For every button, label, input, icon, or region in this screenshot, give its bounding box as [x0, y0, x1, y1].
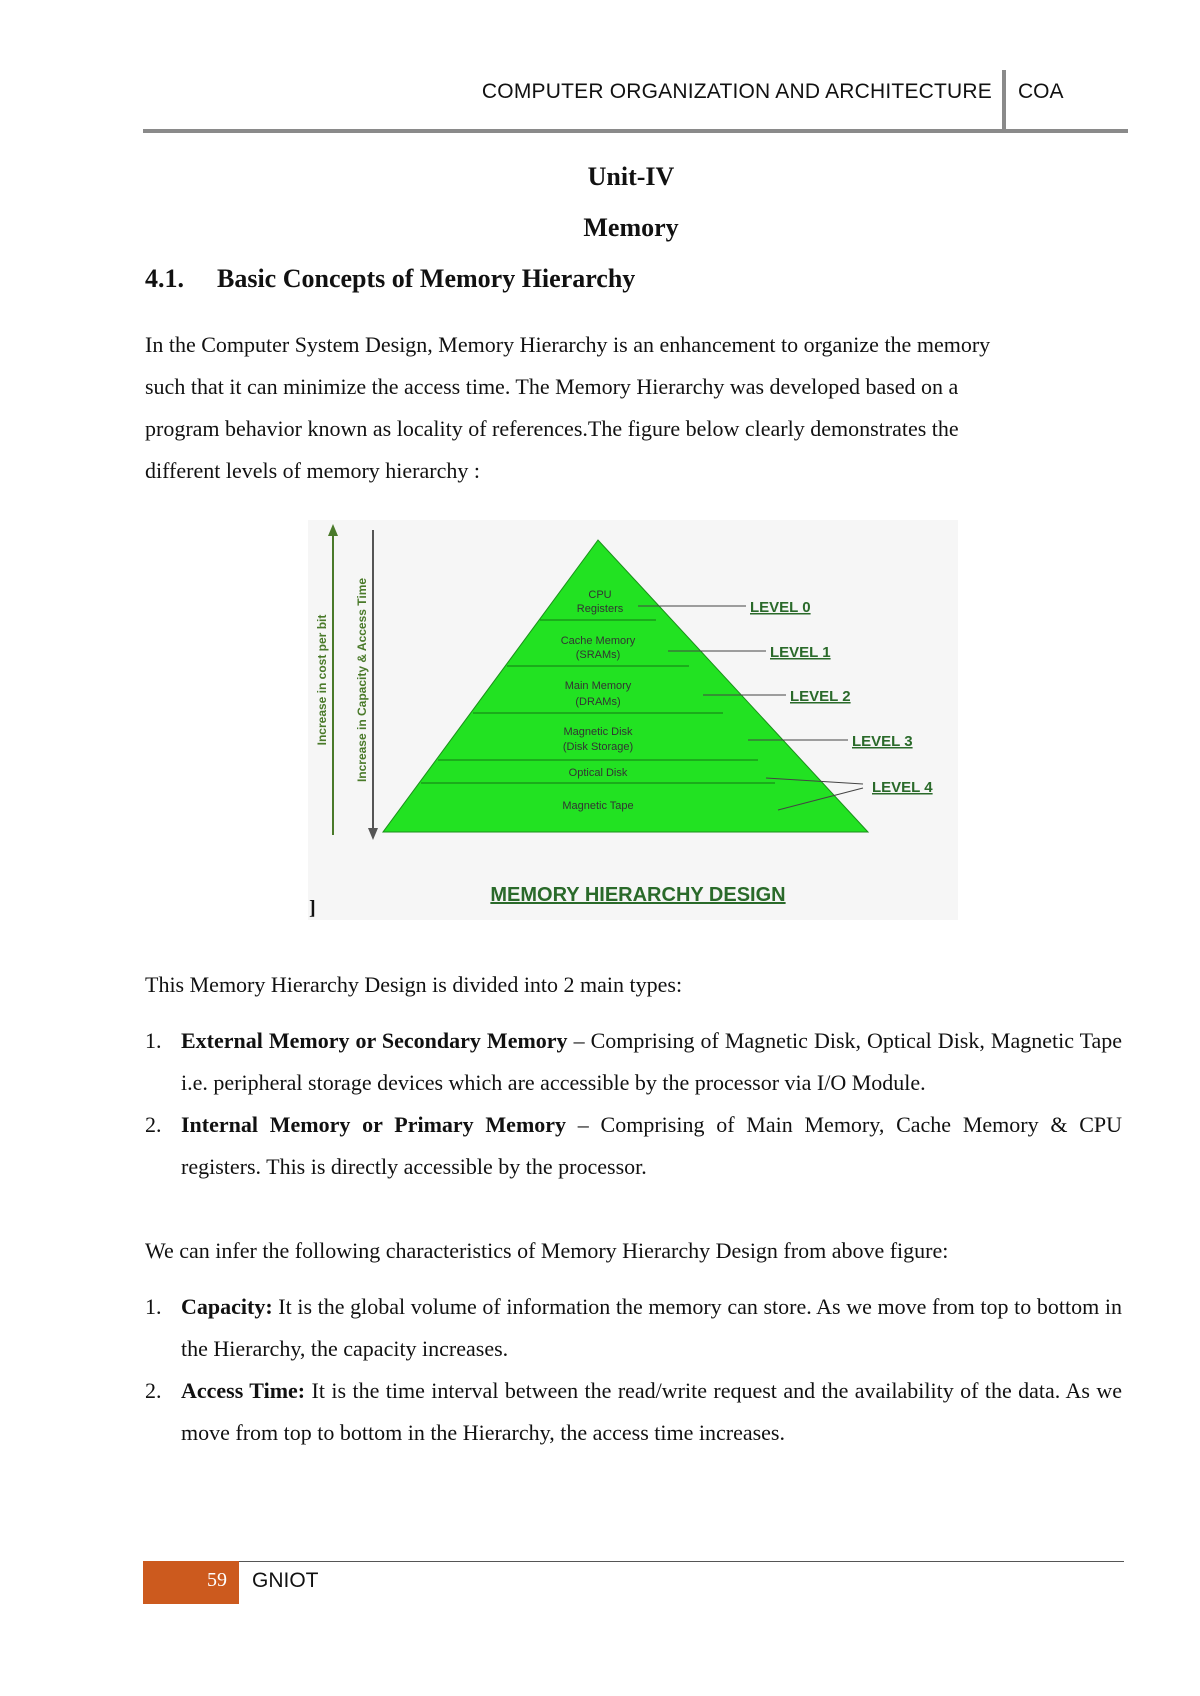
section-number: 4.1. [145, 264, 184, 293]
header-rule [143, 129, 1128, 133]
cost-axis-arrowhead [328, 524, 338, 536]
level-label: LEVEL 4 [872, 779, 933, 796]
capacity-axis-label: Increase in Capacity & Access Time [355, 577, 369, 783]
list-term: External Memory or Secondary Memory [181, 1028, 568, 1053]
footer-organization: GNIOT [252, 1569, 319, 1592]
intro-line: In the Computer System Design, Memory Hierarchy is an enhancement to organize the memory [145, 332, 991, 357]
characteristics-list [145, 1286, 1122, 1454]
layer-label: CPU [588, 589, 612, 601]
list-item [145, 1020, 1122, 1104]
layer-label: (SRAMs) [575, 649, 621, 661]
types-list [145, 1020, 1122, 1188]
list-item [145, 1286, 1122, 1370]
header-course-code: COA [1018, 80, 1064, 103]
level-label: LEVEL 2 [790, 688, 851, 705]
list-term: Capacity: [181, 1294, 273, 1319]
capacity-axis-arrowhead [368, 828, 378, 840]
list-number: 1. [145, 1028, 162, 1053]
list-term: Access Time: [181, 1378, 306, 1403]
figure-caption: MEMORY HIERARCHY DESIGN [490, 884, 786, 906]
header-title: COMPUTER ORGANIZATION AND ARCHITECTURE [481, 80, 992, 103]
layer-label: (DRAMs) [575, 696, 621, 708]
level-label: LEVEL 3 [852, 733, 913, 750]
layer-label: Registers [576, 603, 624, 615]
memory-hierarchy-figure [308, 520, 958, 920]
header-separator [1002, 70, 1006, 132]
figure-mark: ] [309, 897, 316, 919]
topic-title: Memory [583, 213, 679, 242]
list-text: – Comprising of Main Memory, Cache Memory & CPU registers. This is directly accessible by the processor. [181, 1112, 1123, 1179]
layer-label: Cache Memory [560, 635, 636, 647]
layer-label: (Disk Storage) [562, 741, 634, 753]
list-text: It is the time interval between the read/write request and the availability of the data. As we move from top to bottom in the Hierarchy, the access time increases. [181, 1378, 1122, 1445]
list-number: 1. [145, 1294, 162, 1319]
level-label: LEVEL 0 [750, 599, 811, 616]
layer-label: Magnetic Tape [562, 800, 634, 812]
list-item [145, 1104, 1122, 1188]
level-label: LEVEL 1 [770, 644, 831, 661]
types-intro: This Memory Hierarchy Design is divided into 2 main types: [145, 972, 683, 997]
page-header [143, 70, 1128, 132]
unit-title: Unit-IV [587, 162, 675, 191]
layer-label: Main Memory [564, 680, 632, 692]
list-text: It is the global volume of information the memory can store. As we move from top to bottom in the Hierarchy, the capacity increases. [181, 1294, 1122, 1361]
intro-paragraph [145, 324, 1122, 492]
intro-line: such that it can minimize the access time. The Memory Hierarchy was developed based on a [145, 374, 959, 399]
intro-line: different levels of memory hierarchy : [145, 458, 480, 483]
cost-axis-label: Increase in cost per bit [315, 614, 329, 746]
layer-label: Magnetic Disk [563, 726, 633, 738]
section-title: Basic Concepts of Memory Hierarchy [217, 264, 636, 293]
layer-label: Optical Disk [568, 767, 628, 779]
list-number: 2. [145, 1378, 162, 1403]
memory-hierarchy-diagram [308, 520, 958, 920]
footer-rule [143, 1561, 1124, 1562]
page-number: 59 [207, 1569, 227, 1591]
list-text: – Comprising of Magnetic Disk, Optical Disk, Magnetic Tape i.e. peripheral storage devices which are accessible by the processor via I/O Module. [181, 1028, 1123, 1095]
list-number: 2. [145, 1112, 162, 1137]
section-heading [145, 264, 635, 294]
list-term: Internal Memory or Primary Memory [181, 1112, 567, 1137]
characteristics-intro: We can infer the following characteristics of Memory Hierarchy Design from above figure: [145, 1238, 949, 1263]
intro-line: program behavior known as locality of references.The figure below clearly demonstrates the [145, 416, 959, 441]
list-item [145, 1370, 1122, 1454]
